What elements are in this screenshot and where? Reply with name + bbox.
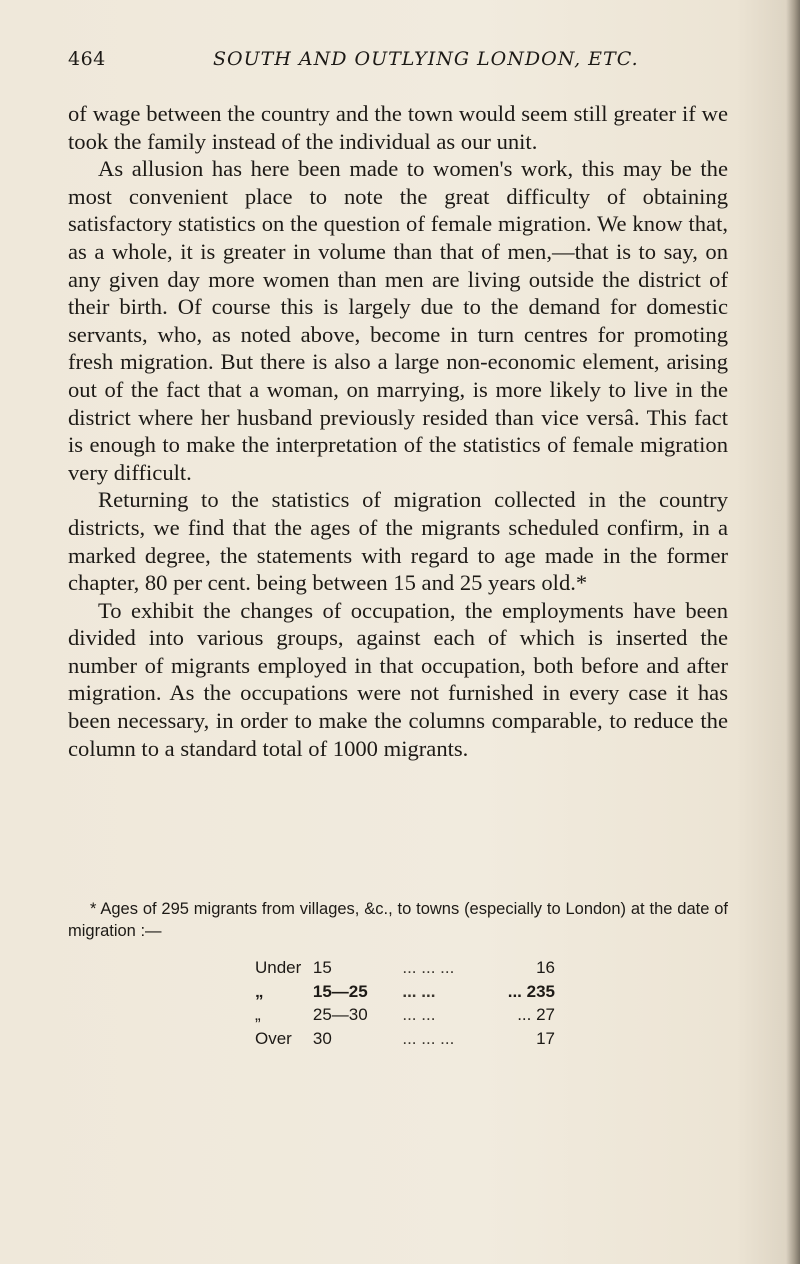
running-title: SOUTH AND OUTLYING LONDON, ETC. [213,48,639,70]
age-label: „ [255,1005,261,1024]
table-row [255,1027,555,1051]
age-range: 15 [312,958,332,977]
age-label: Under [255,958,302,977]
age-count: 16 [536,958,555,977]
age-count: 17 [536,1028,555,1048]
page-number: 464 [68,48,106,70]
paragraph: As allusion has here been made to women's work, this may be the most convenient place to note the great difficulty of obtaining satisfactory statistics on the question of female migration. We know that, as a whole, it is greater in volume than that of men,—that is to say, on any given day more women than men are living outside the district of their birth. Of course this is largely due to the demand for domestic servants, who, as noted above, become in turn centres for promoting fresh migration. But there is also a large non-economic element, arising out of the fact that a woman, on marrying, is more likely to live in the district where her husband previously resided than vice versâ. This fact is enough to make the interpretation of the statistics of female migration very difficult. [68,156,728,485]
age-range: 25—30 [312,1005,368,1024]
age-label: Over [255,1028,292,1048]
running-head [68,48,728,78]
leader-dots: ... ... ... [402,958,455,977]
body-text [68,100,728,762]
age-count: ... 235 [507,981,555,1001]
leader-dots: ... ... ... [402,1028,455,1048]
footnote [68,898,728,942]
paragraph: Returning to the statistics of migration collected in the country districts, we find that the ages of the migrants scheduled confirm, in a marked degree, the statements with regard to age made in the former chapter, 80 per cent. being between 15 and 25 years old.* [68,487,728,596]
leader-dots: ... ... [402,981,436,1001]
paragraph: To exhibit the changes of occupation, the employments have been divided into various groups, against each of which is inserted the number of migrants employed in that occupation, both before and after migration. As the occupations were not furnished in every case it has been necessary, in order to make the columns comparable, to reduce the column to a standard total of 1000 migrants. [68,597,728,761]
table-row [255,1003,555,1027]
page-edge-shadow [786,0,800,1264]
age-range: 30 [312,1028,332,1048]
paragraph: of wage between the country and the town would seem still greater if we took the family instead of the individual as our unit. [68,101,728,154]
table-row [255,956,555,980]
table-row [255,980,555,1004]
age-range: 15—25 [312,981,368,1001]
age-label: „ [255,981,264,1001]
age-count: ... 27 [517,1005,555,1024]
leader-dots: ... ... [402,1005,436,1024]
footnote-text: * Ages of 295 migrants from villages, &c., to towns (especially to London) at the date of migration :— [68,900,728,940]
ages-table [255,956,555,1050]
